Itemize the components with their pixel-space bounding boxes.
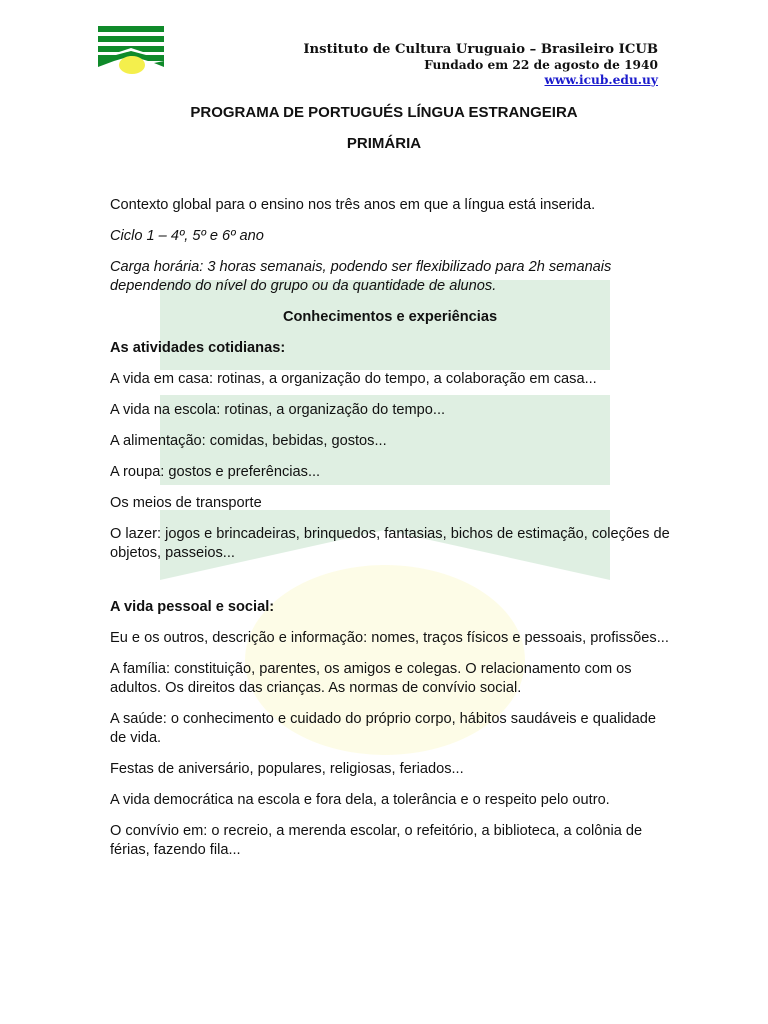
list-item: A vida em casa: rotinas, a organização do tempo, a colaboração em casa... xyxy=(110,371,597,387)
founding-date: Fundado em 22 de agosto de 1940 xyxy=(424,58,658,72)
icub-logo xyxy=(98,26,166,76)
list-item: A alimentação: comidas, bebidas, gostos... xyxy=(110,433,387,449)
intro-paragraph: Contexto global para o ensino nos três anos em que a língua está inserida. xyxy=(110,197,596,213)
list-item: Festas de aniversário, populares, religiosas, feriados... xyxy=(110,761,464,777)
list-item: O convívio em: o recreio, a merenda escolar, o refeitório, a biblioteca, a colônia de férias, fazendo fila... xyxy=(110,823,643,858)
list-item: Os meios de transporte xyxy=(110,495,262,511)
daily-heading: As atividades cotidianas: xyxy=(110,340,286,356)
list-item: A roupa: gostos e preferências... xyxy=(110,464,321,480)
institute-name: Instituto de Cultura Uruguaio – Brasileiro ICUB xyxy=(303,42,658,57)
list-item: A vida na escola: rotinas, a organização do tempo... xyxy=(110,402,446,418)
personal-heading: A vida pessoal e social: xyxy=(110,599,275,615)
list-item: A família: constituição, parentes, os amigos e colegas. O relacionamento com os adultos. Os direitos das crianças. As normas de convívio social. xyxy=(110,661,632,696)
list-item: Eu e os outros, descrição e informação: nomes, traços físicos e pessoais, profissões... xyxy=(110,630,669,646)
list-item: O lazer: jogos e brincadeiras, brinquedos, fantasias, bichos de estimação, coleções de objetos, passeios... xyxy=(110,526,670,561)
section-title: Conhecimentos e experiências xyxy=(282,309,498,325)
page-subtitle: PRIMÁRIA xyxy=(346,135,422,152)
website-link[interactable]: www.icub.edu.uy xyxy=(544,73,658,87)
list-item: A vida democrática na escola e fora dela, a tolerância e o respeito pelo outro. xyxy=(110,792,610,808)
document-body xyxy=(110,196,670,872)
list-item: A saúde: o conhecimento e cuidado do próprio corpo, hábitos saudáveis e qualidade de vida. xyxy=(110,711,657,746)
workload-paragraph: Carga horária: 3 horas semanais, podendo ser flexibilizado para 2h semanais dependendo do nível do grupo ou da quantidade de alunos. xyxy=(110,259,612,294)
letterhead xyxy=(303,41,658,88)
page-title: PROGRAMA DE PORTUGUÉS LÍNGUA ESTRANGEIRA xyxy=(190,104,578,121)
cycle-line: Ciclo 1 – 4º, 5º e 6º ano xyxy=(110,228,264,244)
